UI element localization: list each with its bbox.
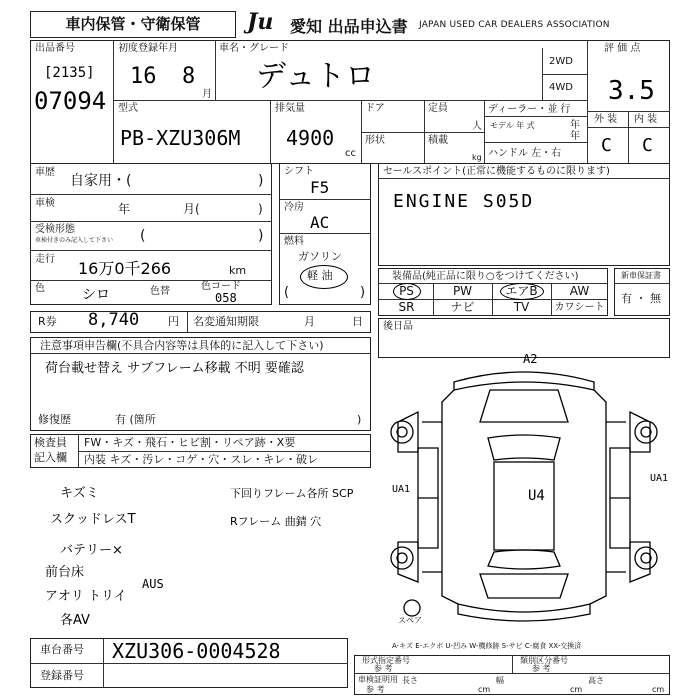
chassis-label: 車台番号 bbox=[40, 643, 84, 656]
later-day-label: 後日品 bbox=[383, 321, 413, 332]
accept-note: 車検付きのみ記入して下さい bbox=[35, 237, 114, 244]
ac-value: AC bbox=[310, 213, 330, 232]
registration-label: 初度登録年月 bbox=[118, 43, 178, 54]
interior-value: C bbox=[642, 135, 653, 156]
remark-item: 前台床 bbox=[45, 565, 85, 580]
rating-value: 3.5 bbox=[608, 76, 655, 106]
fuel-open: ( bbox=[284, 285, 290, 300]
registration-month-unit: 月 bbox=[202, 89, 212, 100]
accept-close: ) bbox=[258, 228, 264, 244]
warranty-label: 新車保証書 bbox=[621, 271, 661, 280]
interior-label: 内 装 bbox=[634, 114, 658, 125]
recycle-unit: 円 bbox=[168, 315, 179, 328]
shift-value: F5 bbox=[310, 178, 330, 197]
equipment-airbag: エアB bbox=[505, 284, 538, 298]
year-unit: 年 bbox=[570, 120, 580, 131]
remark-item: 下回りフレーム各所 SCP bbox=[230, 487, 354, 500]
shape-label: 形状 bbox=[365, 135, 385, 146]
equipment-label: 装備品(純正品に限り○をつけてください) bbox=[392, 271, 579, 282]
model-value: PB-XZU306M bbox=[120, 126, 241, 150]
form-number-label: 形式指定番号 bbox=[362, 656, 410, 665]
loading-unit: kg bbox=[472, 153, 482, 162]
car-name-value: デュトロ bbox=[256, 59, 376, 94]
remark-item: アオリ トリイ bbox=[45, 589, 127, 604]
capacity-unit: 人 bbox=[472, 121, 482, 132]
remark-item: キズミ bbox=[60, 486, 99, 501]
model-label: 型式 bbox=[118, 103, 138, 114]
year-unit-2: 年 bbox=[570, 131, 580, 142]
equipment-pw: PW bbox=[452, 284, 473, 298]
accept-open: ( bbox=[140, 228, 146, 244]
displacement-unit: cc bbox=[345, 148, 356, 159]
class-ref-label: 参 考 bbox=[532, 664, 551, 673]
cert-label: 車検証明用 bbox=[358, 675, 398, 684]
recycle-value: 8,740 bbox=[88, 310, 140, 330]
mileage-label: 走行 bbox=[35, 254, 55, 265]
diagram-center-mark: U4 bbox=[528, 488, 545, 504]
sales-point-label: セールスポイント(正常に機能するものに限ります) bbox=[383, 166, 610, 177]
equipment-navi: ナビ bbox=[450, 300, 475, 314]
diagram-left-mark: UA1 bbox=[392, 484, 411, 495]
ac-label: 冷房 bbox=[284, 202, 304, 213]
equipment-ps: PS bbox=[399, 284, 414, 298]
fuel-gasoline: ガソリン bbox=[298, 250, 342, 263]
capacity-label: 定員 bbox=[428, 103, 448, 114]
inspector-row-2: 内装 キズ・汚レ・コゲ・穴・スレ・キレ・破レ bbox=[84, 453, 319, 466]
width-label: 幅 bbox=[496, 676, 504, 685]
height-unit: cm bbox=[652, 685, 665, 694]
fuel-close: ) bbox=[360, 285, 366, 300]
repair-close: ) bbox=[357, 413, 362, 426]
damage-legend: A-キズ E-エクボ U-凹み W-機修跡 S-サビ C-腐食 XX-交換済 bbox=[392, 642, 582, 650]
accept-label: 受検形態 bbox=[35, 224, 75, 235]
association-name: JAPAN USED CAR DEALERS ASSOCIATION bbox=[419, 20, 610, 30]
notes-label: 注意事項申告欄(不具合内容等は具体的に記入して下さい) bbox=[40, 339, 324, 352]
notes-value: 荷台載せ替え サブフレーム移載 不明 要確認 bbox=[45, 361, 304, 376]
sales-point-value: ENGINE S05D bbox=[393, 191, 535, 212]
drive-2wd: 2WD bbox=[549, 56, 573, 67]
diagram-aus-mark: AUS bbox=[142, 577, 164, 591]
expiry-label: 名変通知期限 bbox=[193, 315, 259, 328]
car-name-label: 車名・グレード bbox=[219, 43, 289, 54]
equipment-aw: AW bbox=[569, 284, 590, 298]
inspector-row-1: FW・キズ・飛石・ヒビ割・リペア跡・X要 bbox=[84, 436, 296, 449]
inspector-label-1: 検査員 bbox=[34, 436, 67, 449]
history-value: 自家用・( bbox=[70, 173, 132, 189]
lot-label: 出品番号 bbox=[35, 43, 75, 54]
chassis-value: XZU306-0004528 bbox=[112, 639, 281, 663]
mileage-unit: km bbox=[229, 264, 247, 277]
form-ref-label: 参 考 bbox=[374, 664, 393, 673]
inspection-close: ) bbox=[258, 202, 263, 216]
doors-label: ドア bbox=[365, 103, 385, 114]
loading-label: 積載 bbox=[428, 135, 448, 146]
color-code: 058 bbox=[215, 291, 237, 305]
registration-year: 16 bbox=[130, 64, 157, 89]
inspection-label: 車検 bbox=[35, 198, 55, 209]
color-change-label: 色替 bbox=[150, 286, 170, 297]
model-year-label: モデル 年 式 bbox=[490, 121, 535, 130]
warranty-value: 有 ・ 無 bbox=[621, 292, 661, 305]
exterior-value: C bbox=[601, 135, 612, 156]
length-label: 長さ bbox=[402, 676, 418, 685]
displacement-label: 排気量 bbox=[275, 103, 305, 114]
equipment-tv: TV bbox=[513, 300, 530, 314]
rating-label: 評 価 点 bbox=[604, 43, 641, 54]
remark-item: Rフレーム 曲錆 穴 bbox=[230, 515, 322, 528]
lot-sub-number: [2135] bbox=[44, 65, 95, 81]
remark-item: 各AV bbox=[60, 613, 90, 628]
color-label: 色 bbox=[35, 283, 45, 294]
lot-number: 07094 bbox=[34, 87, 107, 115]
inspector-label-2: 記入欄 bbox=[34, 451, 67, 464]
storage-title: 車内保管・守衛保管 bbox=[30, 11, 236, 38]
ju-logo: Ju bbox=[247, 9, 274, 35]
repair-label: 修復歴 bbox=[38, 413, 71, 426]
spare-label: スペア bbox=[398, 616, 422, 625]
fuel-diesel: 軽 油 bbox=[307, 269, 333, 282]
equipment-leather: カワシート bbox=[554, 302, 605, 313]
registration-month: 8 bbox=[182, 64, 196, 89]
length-unit: cm bbox=[478, 685, 491, 694]
equipment-airbag-circle bbox=[500, 283, 544, 300]
form-title: 愛知 出品申込書 bbox=[290, 17, 408, 36]
inspection-year: 年 bbox=[118, 202, 131, 216]
expiry-month: 月 bbox=[304, 315, 315, 328]
plate-label: 登録番号 bbox=[40, 669, 84, 682]
shift-label: シフト bbox=[284, 166, 314, 177]
repair-value: 有 (箇所 bbox=[115, 413, 156, 426]
mileage-value: 16万0千266 bbox=[78, 259, 172, 278]
color-value: シロ bbox=[82, 287, 110, 303]
inspection-month: 月( bbox=[183, 202, 200, 216]
cert-ref-label: 参 考 bbox=[366, 685, 385, 694]
height-label: 高さ bbox=[588, 676, 604, 685]
class-number-label: 類別区分番号 bbox=[520, 656, 568, 665]
fuel-label: 燃料 bbox=[284, 236, 304, 247]
recycle-label: R券 bbox=[38, 315, 57, 328]
equipment-ps-circle bbox=[393, 283, 421, 300]
handle-label: ハンドル 左・右 bbox=[488, 148, 562, 159]
remark-item: バテリー× bbox=[60, 543, 123, 558]
dealer-label: ディーラー・並 行 bbox=[488, 104, 571, 115]
expiry-day: 日 bbox=[352, 315, 363, 328]
history-label: 車歴 bbox=[35, 167, 55, 178]
history-close: ) bbox=[258, 173, 264, 189]
width-unit: cm bbox=[570, 685, 583, 694]
equipment-sr: SR bbox=[398, 300, 415, 314]
diagram-right-mark: UA1 bbox=[650, 473, 669, 484]
drive-4wd: 4WD bbox=[549, 82, 573, 93]
color-code-label: 色コード bbox=[201, 281, 241, 292]
remark-item: スクッドレスT bbox=[50, 512, 136, 527]
exterior-label: 外 装 bbox=[594, 114, 618, 125]
diagram-top-mark: A2 bbox=[523, 352, 538, 366]
car-body-diagram bbox=[378, 352, 670, 630]
displacement-value: 4900 bbox=[286, 126, 335, 150]
